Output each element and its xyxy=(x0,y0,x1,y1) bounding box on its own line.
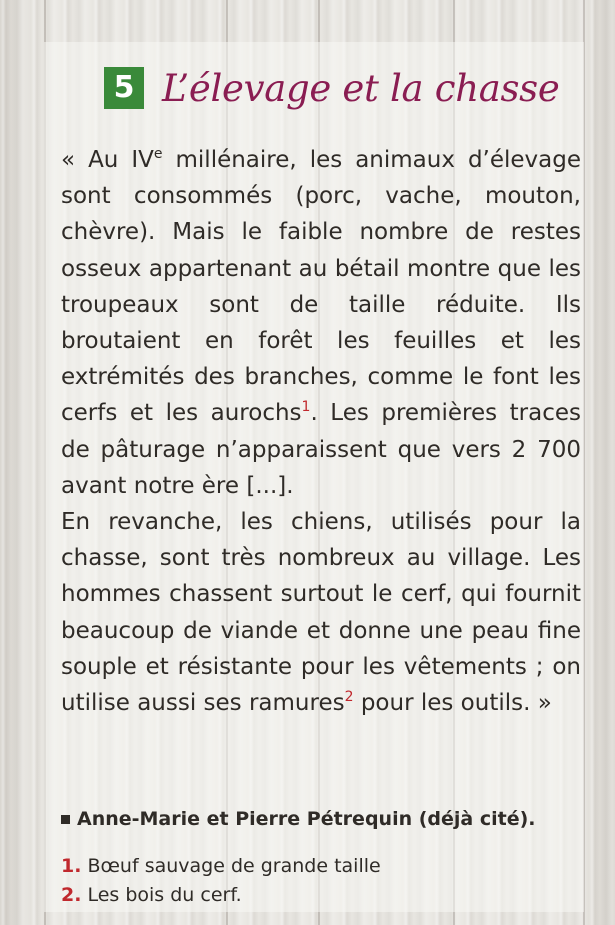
section-number-badge: 5 xyxy=(104,67,144,109)
quote-open-mark: « xyxy=(61,147,89,173)
quote-text xyxy=(61,142,581,721)
footnotes xyxy=(61,852,381,910)
footnote-text: Les bois du cerf. xyxy=(87,884,242,906)
quote-p2-body: En revanche, les chiens, utilisés pour la chasse, sont très nombreux au village. Les hommes chassent surtout le cerf, qui fournit beaucoup de viande et donne une peau fine souple et résistante pour les vêtements ; on utilise aussi ses ramures xyxy=(61,509,581,717)
quote-p1-end: . Les premières traces de pâturage n’apparaissent que vers 2 700 avant notre ère [...]. xyxy=(61,400,581,499)
source-text: Anne-Marie et Pierre Pétrequin (déjà cité). xyxy=(77,808,536,830)
source-citation xyxy=(61,808,536,830)
footnote-number: 1. xyxy=(61,855,82,877)
section-header xyxy=(104,62,559,114)
footnote-ref-2: 2 xyxy=(344,689,354,706)
quote-p2-end: pour les outils. » xyxy=(353,690,552,717)
footnote-ref-1: 1 xyxy=(301,399,311,416)
footnote-number: 2. xyxy=(61,884,82,906)
footnote-2 xyxy=(61,881,381,910)
footnote-text: Bœuf sauvage de grande taille xyxy=(87,855,381,877)
section-title: L’élevage et la chasse xyxy=(162,66,560,110)
quote-p1-start: Au IV xyxy=(88,147,154,173)
quote-p1-body: millénaire, les animaux d’élevage sont consommés (porc, vache, mouton, chèvre). Mais le faible nombre de restes osseux appartenant au bétail montre que les troupeaux sont de taille réduite. Ils broutaient en forêt les feuilles et les extrémités des branches, comme le font les cerfs et les aurochs xyxy=(61,147,581,427)
square-bullet-icon xyxy=(61,815,70,824)
footnote-1 xyxy=(61,852,381,881)
quote-paragraph-2 xyxy=(61,504,581,721)
century-superscript: e xyxy=(153,146,163,162)
quote-paragraph-1 xyxy=(61,142,581,504)
